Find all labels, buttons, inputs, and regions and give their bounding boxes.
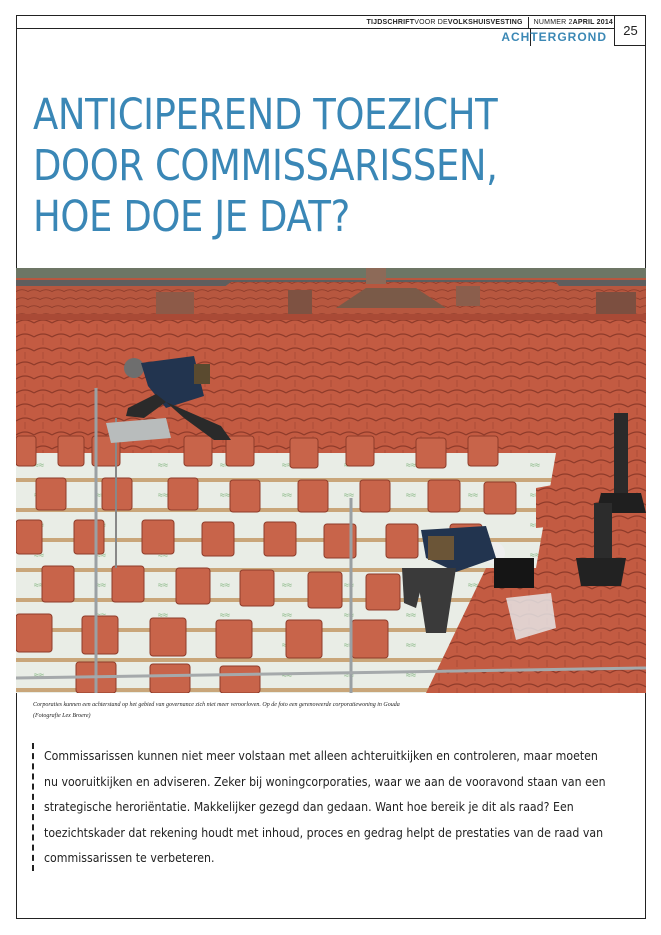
photo-caption bbox=[33, 700, 633, 722]
roof-photo-illustration bbox=[16, 268, 646, 693]
intro-line-2: nu vooruitkijken en adviseren. Zeker bij woningcorporaties, waar we aan de vooravond staan van een bbox=[44, 773, 606, 789]
headline-line-2: DOOR COMMISSARISSEN, bbox=[33, 141, 498, 191]
intro-line-1: Commissarissen kunnen niet meer volstaan met alleen achteruitkijken en controleren, maar moeten bbox=[44, 748, 598, 763]
journal-name-mid: VOOR DE bbox=[414, 19, 448, 26]
header-rule bbox=[16, 28, 614, 29]
article-headline bbox=[33, 90, 540, 243]
intro-line-4: toezichtskader dat rekening houdt met inhoud, proces en gedrag helpt de prestaties van de raad van bbox=[44, 824, 604, 840]
intro-line-5: commissarissen te verbeteren. bbox=[44, 850, 215, 865]
issue-date: APRIL 2014 bbox=[572, 19, 613, 26]
article-intro bbox=[32, 743, 644, 871]
section-label: ACHTERGROND bbox=[501, 30, 607, 44]
headline-line-3: HOE DOE JE DAT? bbox=[33, 192, 350, 242]
journal-name-bold: VOLKSHUISVESTING bbox=[447, 19, 523, 26]
journal-header bbox=[367, 17, 613, 28]
intro-line-3: strategische heroriëntatie. Makkelijker gezegd dan gedaan. Want hoe bereik je dit als raad? Een bbox=[44, 799, 574, 814]
journal-name-light: TIJDSCHRIFT bbox=[366, 19, 415, 26]
caption-credit: (Fotografie Lex Broere) bbox=[33, 713, 91, 719]
caption-line-1: Corporaties kunnen een achterstand op het gebied van governance zich niet meer veroorloven. Op de foto een gerenoveerde corporatiewoning in Gouda bbox=[33, 702, 400, 708]
header-separator bbox=[528, 17, 529, 28]
page-number: 25 bbox=[614, 15, 646, 46]
headline-line-1: ANTICIPEREND TOEZICHT bbox=[33, 90, 498, 140]
issue-label: NUMMER 2 bbox=[533, 19, 573, 26]
article-photo bbox=[16, 268, 646, 693]
